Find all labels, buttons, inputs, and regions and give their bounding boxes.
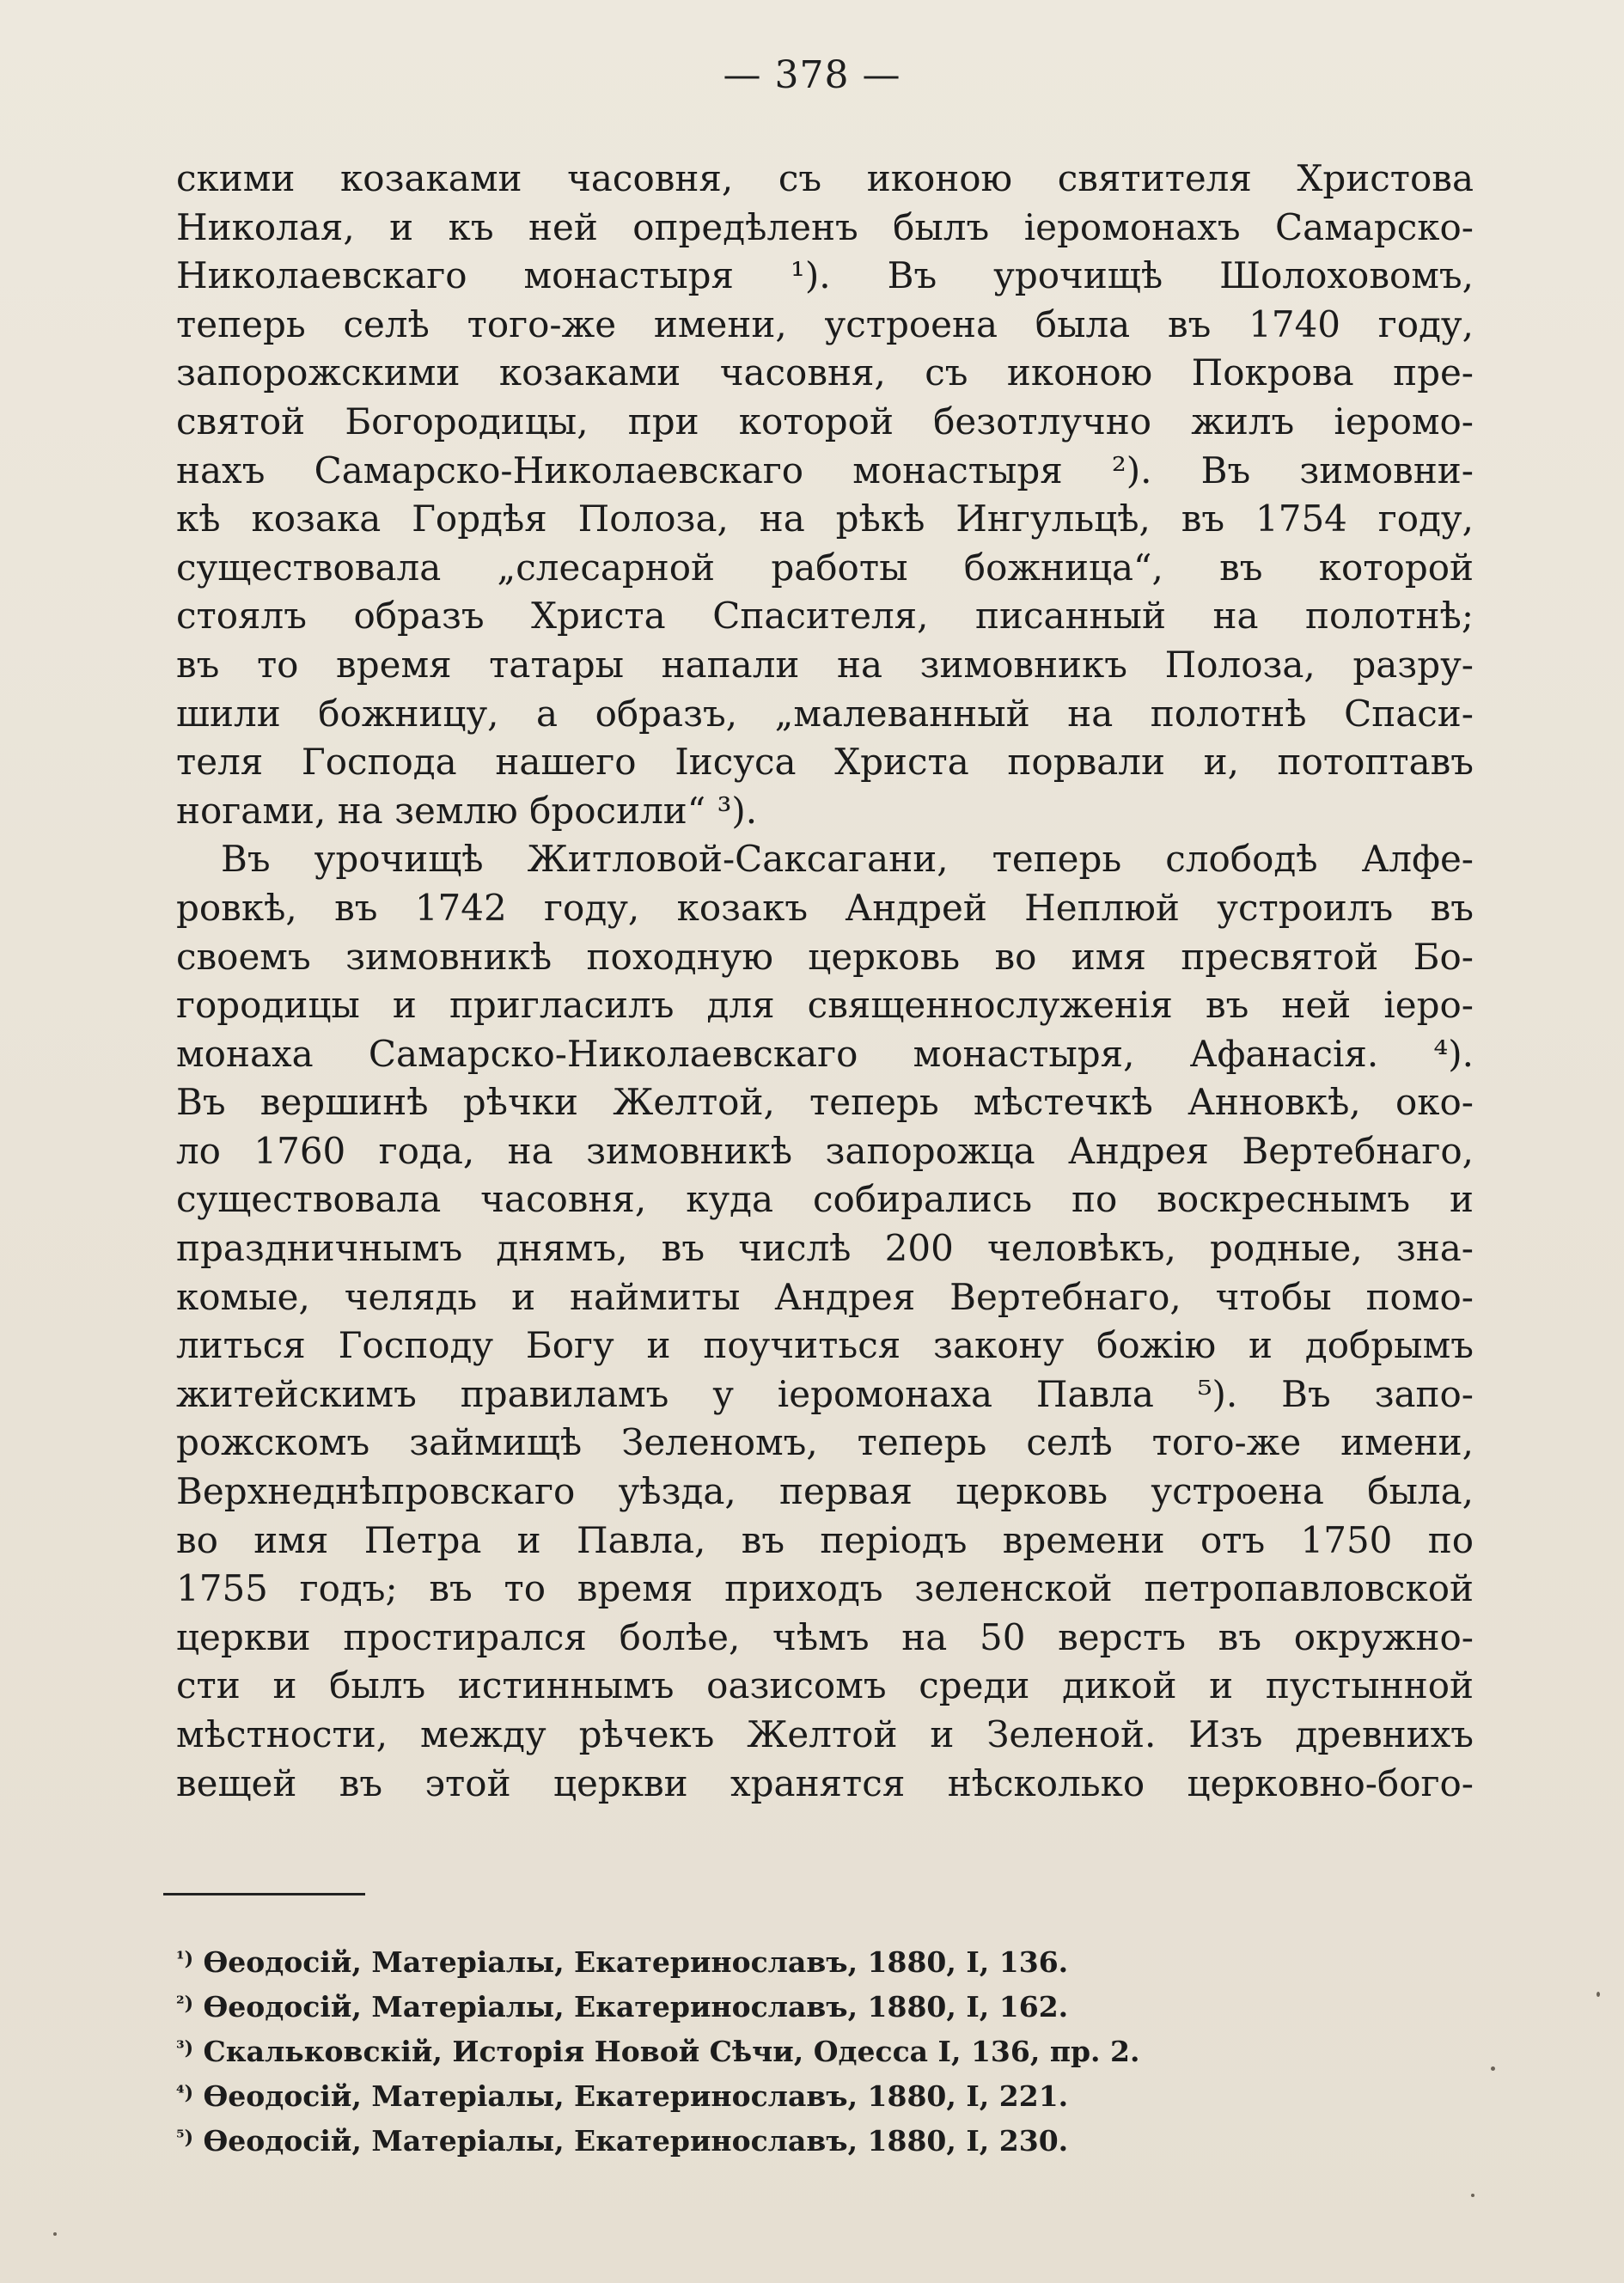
paper-speck [1471,2194,1474,2197]
main-text [176,155,1474,1808]
text-line: комые, челядь и наймиты Андрея Вертебнаго, чтобы помо- [176,1275,1474,1318]
text-line: сти и былъ истиннымъ оазисомъ среди дикой и пустынной [176,1664,1474,1707]
page-number: — 378 — [723,53,901,97]
footnote [176,2074,1293,2119]
footnote-marker: ⁴) [176,2082,194,2104]
text-line: нахъ Самарско-Николаевскаго монастыря ²). Въ зимовни- [176,449,1474,491]
text-line: существовала часовня, куда собирались по воскреснымъ и [176,1178,1474,1221]
text-line: праздничнымъ днямъ, въ числѣ 200 человѣкъ, родные, зна- [176,1227,1474,1270]
text-line: во имя Петра и Павла, въ періодъ времени отъ 1750 по [176,1518,1474,1561]
footnote [176,2030,1293,2074]
footnote-text: Ѳеодосій, Матеріалы, Екатеринославъ, 1880, I, 136. [203,1945,1069,1979]
text-line: теперь селѣ того-же имени, устроена была въ 1740 году, [176,302,1474,345]
text-line: святой Богородицы, при которой безотлучно жилъ іеромо- [176,400,1474,443]
text-line: монаха Самарско-Николаевскаго монастыря, Афанасія. ⁴). [176,1032,1474,1075]
text-line: мѣстности, между рѣчекъ Желтой и Зеленой. Изъ древнихъ [176,1713,1474,1755]
footnote-marker: ¹) [176,1948,194,1970]
text-line: теля Господа нашего Іисуса Христа порвали и, потоптавъ [176,741,1474,784]
footnote-text: Ѳеодосій, Матеріалы, Екатеринославъ, 1880, I, 230. [203,2124,1069,2158]
text-line: Въ вершинѣ рѣчки Желтой, теперь мѣстечкѣ Анновкѣ, око- [176,1081,1474,1124]
text-line: существовала „слесарной работы божница“, въ которой [176,546,1474,589]
text-line: городицы и пригласилъ для священнослуженія въ ней іеро- [176,984,1474,1027]
text-line: 1755 годъ; въ то время приходъ зеленской петропавловской [176,1567,1474,1610]
text-line: въ то время татары напали на зимовникъ Полоза, разру- [176,643,1474,686]
text-line: ло 1760 года, на зимовникѣ запорожца Андрея Вертебнаго, [176,1129,1474,1172]
paper-speck [53,2232,57,2236]
footnote-marker: ²) [176,1993,194,2015]
text-line: литься Господу Богу и поучиться закону божію и добрымъ [176,1324,1474,1367]
footnote [176,1985,1293,2030]
paper-speck [1491,2066,1495,2071]
paragraph-start-line: Въ урочищѣ Житловой-Саксагани, теперь слободѣ Алфе- [221,838,1474,881]
text-line: шили божницу, а образъ, „малеванный на полотнѣ Спаси- [176,692,1474,735]
footnote-marker: ³) [176,2037,194,2060]
text-line: житейскимъ правиламъ у іеромонаха Павла ⁵). Въ запо- [176,1372,1474,1415]
footnote-marker: ⁵) [176,2127,194,2149]
text-line: рожскомъ займищѣ Зеленомъ, теперь селѣ того-же имени, [176,1421,1474,1464]
footnote [176,1940,1293,1985]
text-line: запорожскими козаками часовня, съ иконою Покрова пре- [176,351,1474,394]
text-line: скими козаками часовня, съ иконою святителя Христова [176,157,1474,199]
text-line: церкви простирался болѣе, чѣмъ на 50 верстъ въ окружно- [176,1615,1474,1658]
text-line: стоялъ образъ Христа Спасителя, писанный на полотнѣ; [176,595,1474,638]
text-line: Николаевскаго монастыря ¹). Въ урочищѣ Шолоховомъ, [176,254,1474,297]
text-line: своемъ зимовникѣ походную церковь во имя пресвятой Бо- [176,935,1474,978]
text-line: вещей въ этой церкви хранятся нѣсколько церковно-бого- [176,1761,1474,1804]
text-line: ровкѣ, въ 1742 году, козакъ Андрей Неплюй устроилъ въ [176,886,1474,929]
text-line: Верхнеднѣпровскаго уѣзда, первая церковь устроена была, [176,1470,1474,1513]
text-line: кѣ козака Гордѣя Полоза, на рѣкѣ Ингульцѣ, въ 1754 году, [176,497,1474,540]
text-line: ногами, на землю бросили“ ³). [176,789,758,832]
footnote-text: Скальковскій, Исторія Новой Сѣчи, Одесса I, 136, пр. 2. [203,2035,1140,2068]
footnote-text: Ѳеодосій, Матеріалы, Екатеринославъ, 1880, I, 162. [203,1990,1069,2024]
paper-speck [1597,1992,1600,1997]
footnote [176,2119,1293,2164]
footnote-divider [163,1893,365,1895]
text-line: Николая, и къ ней опредѣленъ былъ іеромонахъ Самарско- [176,205,1474,248]
footnote-text: Ѳеодосій, Матеріалы, Екатеринославъ, 1880, I, 221. [203,2079,1069,2113]
footnotes [176,1940,1293,2164]
